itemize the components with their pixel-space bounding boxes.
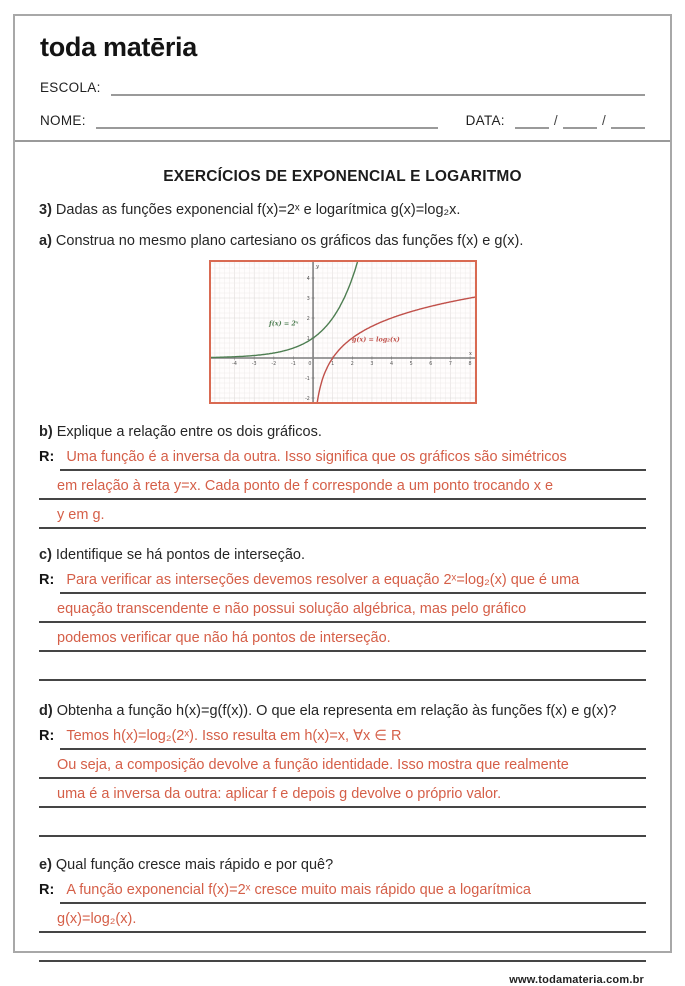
svg-text:0: 0 (307, 362, 311, 368)
answer-d (39, 721, 646, 837)
svg-text:-2: -2 (270, 362, 276, 368)
answer-line: equação transcendente e não possui solução algébrica, mas pelo gráfico (39, 594, 646, 623)
svg-text:-2: -2 (304, 396, 310, 402)
svg-text:8: 8 (468, 362, 472, 368)
answer-line: Temos h(x)=log₂(2ˣ). Isso resulta em h(x)=x, ∀x ∈ R (60, 721, 646, 750)
question-a-text: Construa no mesmo plano cartesiano os gráficos das funções f(x) e g(x). (55, 233, 524, 249)
question-3-text: Dadas as funções exponencial f(x)=2ˣ e logarítmica g(x)=log₂x. (55, 202, 461, 218)
svg-text:x: x (468, 351, 472, 357)
svg-text:6: 6 (428, 362, 432, 368)
question-b (39, 422, 646, 442)
answer-line: em relação à reta y=x. Cada ponto de f corresponde a um ponto trocando x e (39, 471, 646, 500)
worksheet-page (13, 14, 672, 986)
answer-e-row-1 (39, 875, 646, 904)
svg-text:7: 7 (448, 362, 452, 368)
school-row (40, 80, 645, 96)
date-day-blank (515, 113, 549, 129)
svg-text:5: 5 (409, 362, 413, 368)
question-c-letter: c) (39, 547, 52, 563)
brand-logo: toda matēria (40, 32, 197, 62)
svg-text:3: 3 (306, 296, 310, 302)
question-d-text: Obtenha a função h(x)=g(f(x)). O que ela representa em relação às funções f(x) e g(x)? (56, 703, 617, 719)
answer-label: R: (39, 449, 55, 465)
svg-text:1: 1 (330, 362, 334, 368)
answer-b (39, 442, 646, 529)
answer-line: A função exponencial f(x)=2ˣ cresce muito mais rápido que a logarítmica (60, 875, 646, 904)
answer-blank-line (39, 652, 646, 681)
page-header (15, 16, 670, 142)
answer-label: R: (39, 882, 55, 898)
answer-line: g(x)=log₂(x). (39, 904, 646, 933)
question-c (39, 545, 646, 565)
answer-d-row-1 (39, 721, 646, 750)
worksheet-body (15, 168, 670, 986)
answer-b-row-1 (39, 442, 646, 471)
answer-blank-line (39, 808, 646, 837)
svg-text:3: 3 (369, 362, 373, 368)
question-e-letter: e) (39, 857, 52, 873)
answer-line: uma é a inversa da outra: aplicar f e depois g devolve o próprio valor. (39, 779, 646, 808)
answer-e (39, 875, 646, 962)
svg-text:-3: -3 (251, 362, 257, 368)
question-d-letter: d) (39, 703, 53, 719)
question-a (39, 231, 646, 251)
answer-c (39, 565, 646, 681)
answer-line: Uma função é a inversa da outra. Isso significa que os gráficos são simétricos (60, 442, 646, 471)
function-graph-frame (209, 260, 477, 404)
question-3-number: 3) (39, 202, 52, 218)
page-title: EXERCÍCIOS DE EXPONENCIAL E LOGARITMO (163, 168, 522, 185)
name-row (40, 113, 645, 129)
svg-text:-1: -1 (304, 376, 310, 382)
date-group (466, 113, 645, 129)
answer-label: R: (39, 572, 55, 588)
answer-line: y em g. (39, 500, 646, 529)
date-year-blank (611, 113, 645, 129)
answer-line: Para verificar as interseções devemos resolver a equação 2ˣ=log₂(x) que é uma (60, 565, 646, 594)
date-month-blank (563, 113, 597, 129)
svg-text:g(x) = log₂(x): g(x) = log₂(x) (351, 335, 400, 344)
answer-label: R: (39, 728, 55, 744)
school-label: ESCOLA: (40, 80, 101, 95)
school-blank-line (111, 80, 645, 96)
footer-url: www.todamateria.com.br (509, 974, 644, 986)
answer-line: podemos verificar que não há pontos de interseção. (39, 623, 646, 652)
date-label: DATA: (465, 113, 505, 128)
svg-text:4: 4 (389, 362, 393, 368)
svg-text:4: 4 (306, 276, 310, 282)
svg-text:f(x) = 2ˣ: f(x) = 2ˣ (268, 319, 298, 328)
svg-text:1: 1 (306, 336, 310, 342)
question-b-text: Explique a relação entre os dois gráficos. (56, 424, 322, 440)
name-label: NOME: (40, 113, 86, 128)
date-slash: / (601, 113, 606, 128)
svg-text:2: 2 (350, 362, 354, 368)
question-e (39, 855, 646, 875)
exponential-log-chart (211, 262, 475, 402)
svg-text:2: 2 (306, 316, 310, 322)
date-slash: / (553, 113, 558, 128)
svg-text:y: y (315, 264, 319, 270)
question-c-text: Identifique se há pontos de interseção. (55, 547, 305, 563)
answer-blank-line (39, 933, 646, 962)
question-d (39, 701, 646, 721)
svg-text:-4: -4 (231, 362, 237, 368)
question-e-text: Qual função cresce mais rápido e por quê? (55, 857, 334, 873)
answer-line: Ou seja, a composição devolve a função identidade. Isso mostra que realmente (39, 750, 646, 779)
answer-c-row-1 (39, 565, 646, 594)
name-blank-line (96, 113, 438, 129)
question-b-letter: b) (39, 424, 53, 440)
question-a-letter: a) (39, 233, 52, 249)
svg-text:-1: -1 (290, 362, 296, 368)
question-3 (39, 200, 646, 220)
